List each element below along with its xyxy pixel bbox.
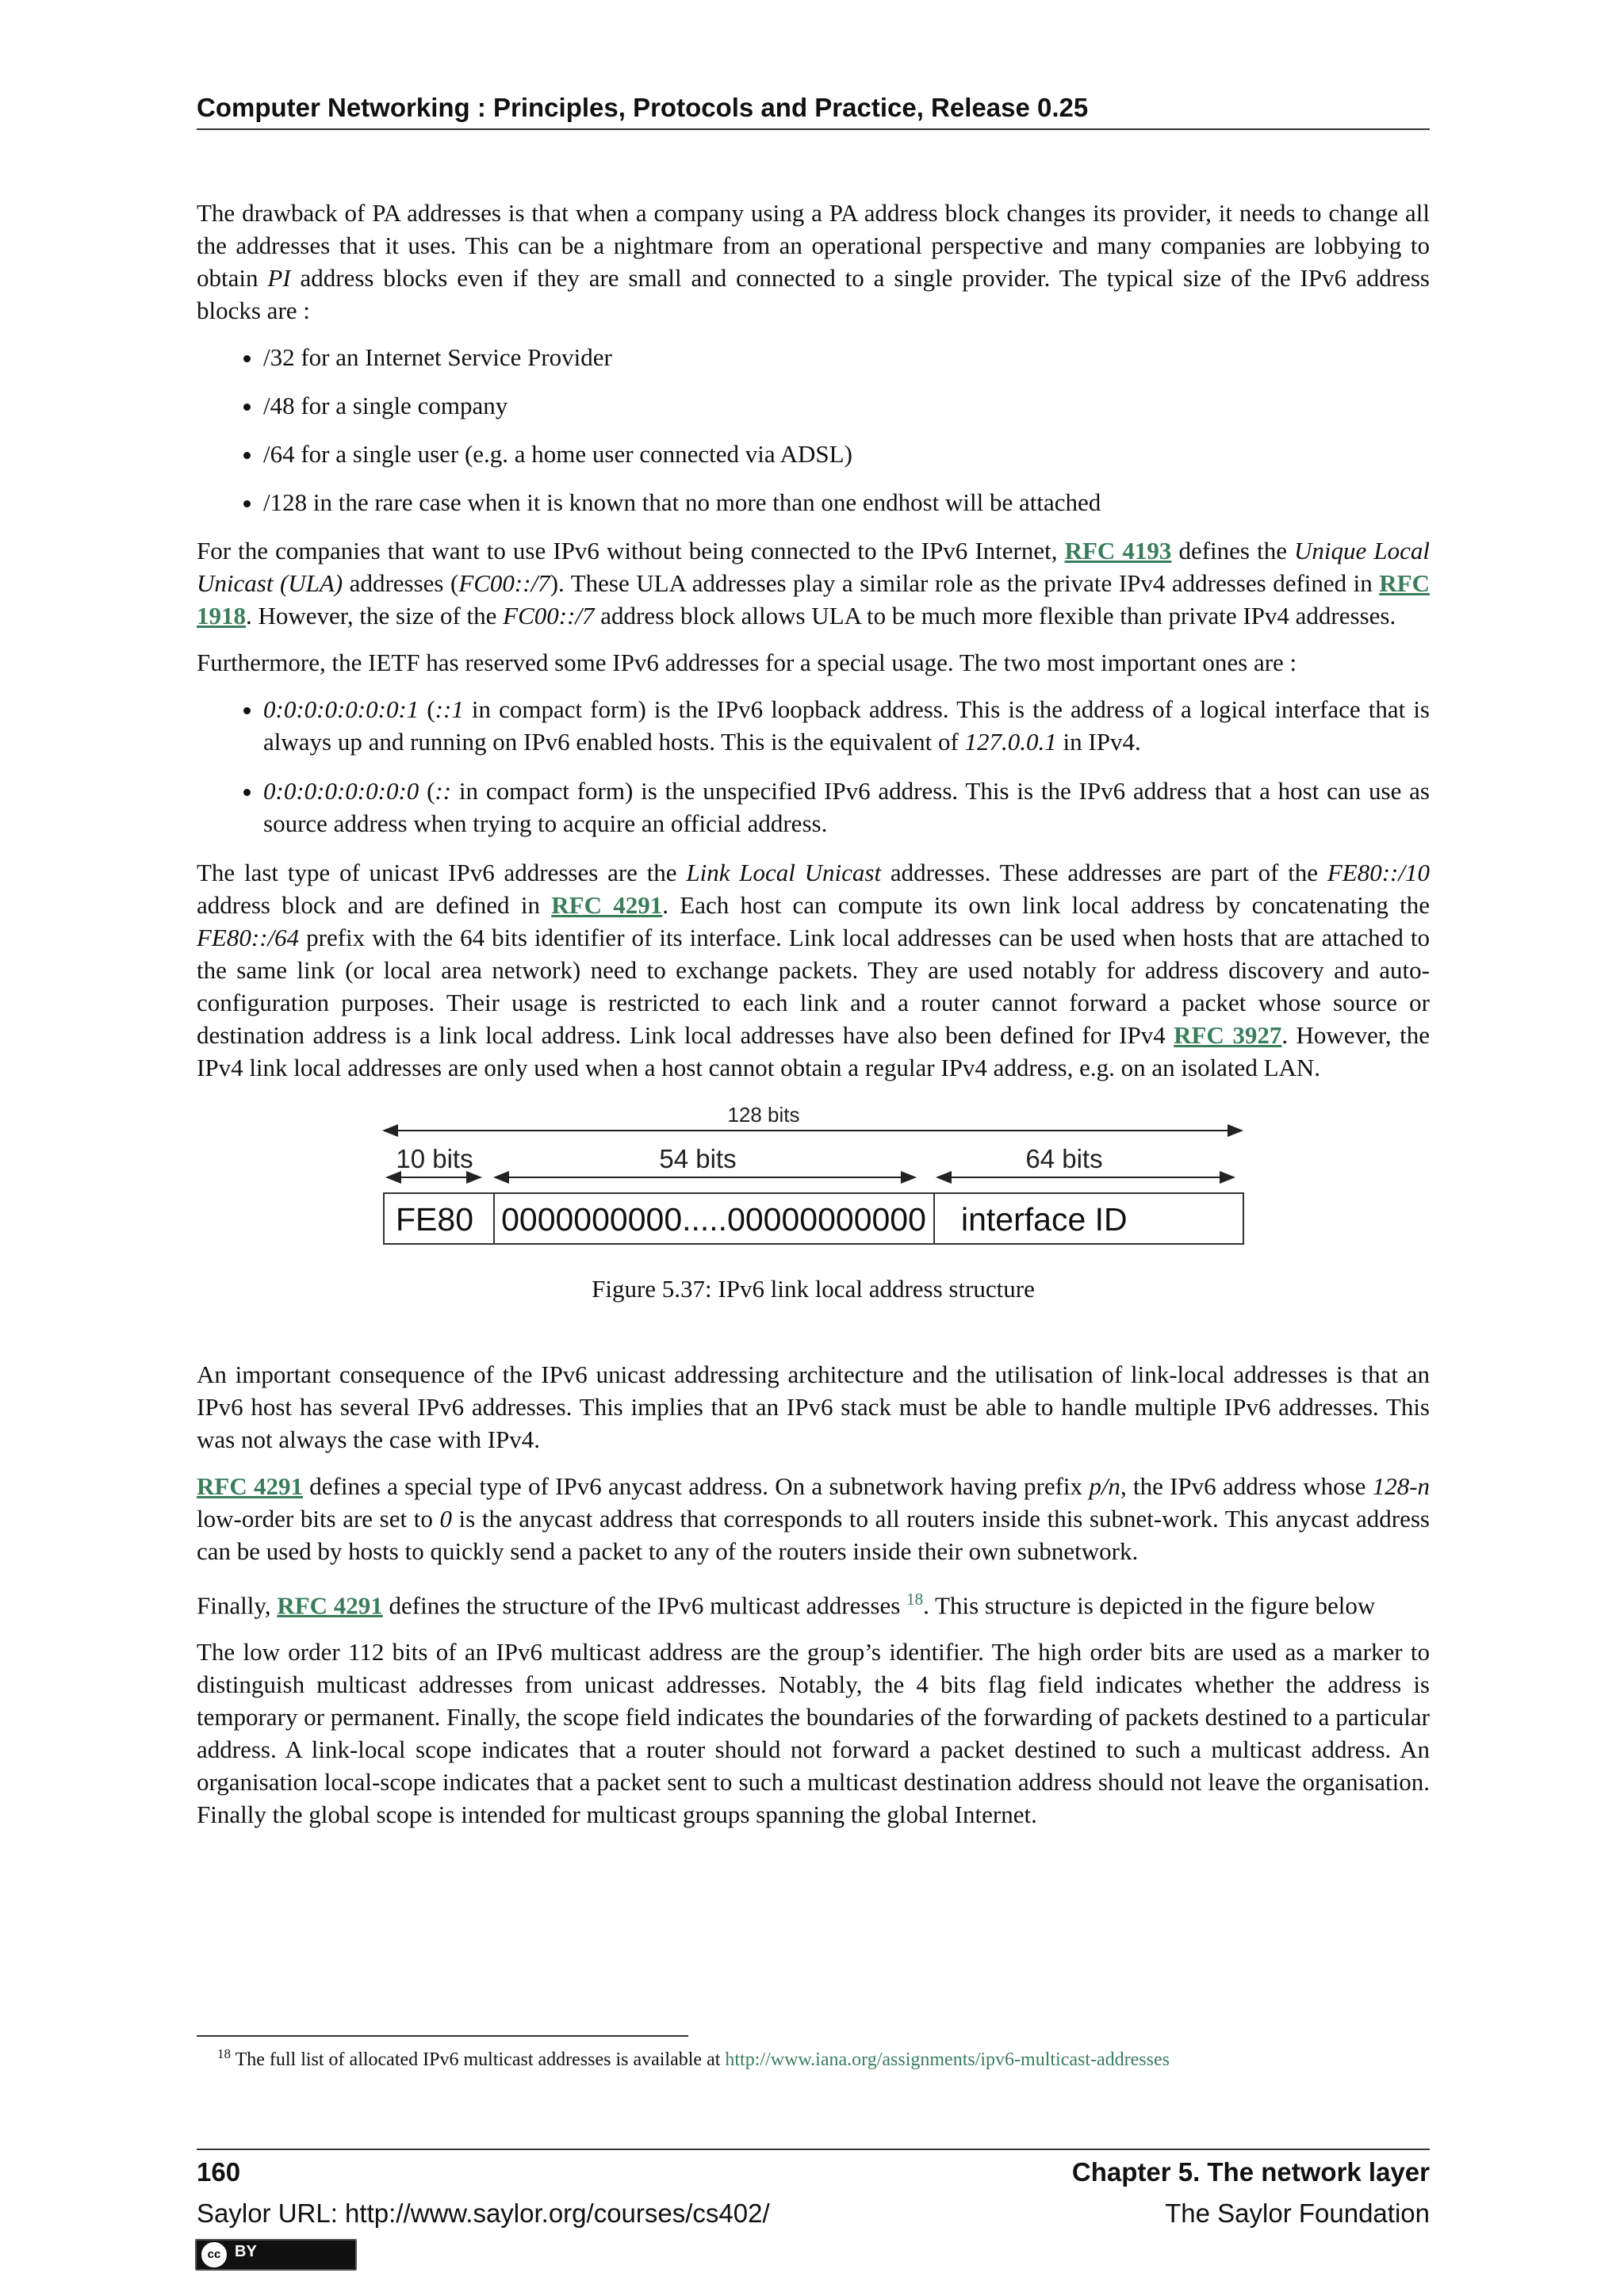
emphasis-prefix: FC00::/7 bbox=[458, 569, 550, 597]
cc-by-license-badge bbox=[195, 2239, 357, 2271]
paragraph-multicast-details: The low order 112 bits of an IPv6 multicast address are the group’s identifier. The high order bits are used as a marker to distinguish multicast addresses from unicast addresses. Notably, the 4 bits flag field indicates whether the address is temporary or permanent. Finally, the scope field indicates the boundaries of the forwarding of packets destined to a particular address. A link-local scope indicates that a router should not forward a packet destined to such a multicast address. An organisation local-scope indicates that a packet sent to such a multicast destination address should not leave the organisation. Finally the global scope is intended for multicast groups spanning the global Internet. bbox=[197, 1638, 1430, 1829]
footnote bbox=[217, 2041, 1431, 2073]
footnote-text: The full list of allocated IPv6 multicast addresses is available at bbox=[231, 2049, 726, 2070]
list-item-unspecified bbox=[263, 775, 1430, 840]
rfc-4291-link[interactable]: RFC 4291 bbox=[197, 1472, 303, 1500]
figure-caption: Figure 5.37: IPv6 link local address structure bbox=[592, 1275, 1035, 1303]
field1-value: FE80 bbox=[396, 1201, 473, 1238]
license-by-label: BY bbox=[235, 2243, 257, 2260]
figure-link-local-structure bbox=[197, 1098, 1430, 1336]
text-run: in compact form) is the IPv6 loopback address. This is the address of a logical interface that is always up and running on IPv6 enabled hosts. This is the equivalent of bbox=[263, 695, 1430, 756]
list-item: • /48 for a single company bbox=[263, 389, 1430, 422]
list-item-loopback bbox=[263, 693, 1430, 758]
list-item: • /128 in the rare case when it is known that no more than one endhost will be attached bbox=[263, 486, 1430, 519]
text-run: defines the structure of the IPv6 multicast addresses bbox=[382, 1591, 907, 1620]
emphasis-prefix: FC00::/7 bbox=[503, 602, 595, 629]
page-number: 160 bbox=[197, 2157, 241, 2187]
text-run: prefix with the 64 bits identifier of its interface. Link local addresses can be used when hosts that are attached to the same link (or local area network) need to exchange packets. They are used notably for address discovery and auto-configuration purposes. Their usage is restricted to each link and a router cannot forward a packet whose source or destination address is a link local address. Link local addresses have also been defined for IPv4 bbox=[197, 924, 1430, 1049]
emphasis-term: p/n bbox=[1089, 1472, 1120, 1500]
text-run: address blocks even if they are small and connected to a single provider. The typical size of the IPv6 address blocks are : bbox=[197, 264, 1430, 324]
list-item: • /32 for an Internet Service Provider bbox=[263, 341, 1430, 373]
saylor-url: Saylor URL: http://www.saylor.org/courses/cs402/ bbox=[197, 2198, 770, 2228]
text-run: The drawback of PA addresses is that when a company using a PA address block changes its provider, it needs to change all the addresses that it uses. This can be a nightmare from an operational perspective and many companies are lobbying to obtain bbox=[197, 199, 1430, 292]
emphasis-ula: Unique Local Unicast (ULA) bbox=[197, 537, 1431, 597]
rfc-4291-link[interactable]: RFC 4291 bbox=[277, 1591, 383, 1620]
emphasis-term: 0 bbox=[439, 1505, 452, 1533]
text-run: ( bbox=[419, 777, 435, 805]
text-run: addresses. These addresses are part of the bbox=[881, 859, 1327, 886]
paragraph-ula bbox=[197, 534, 1430, 632]
text-run: Finally, bbox=[197, 1591, 278, 1620]
emphasis-pi: PI bbox=[267, 264, 291, 292]
publisher: The Saylor Foundation bbox=[1165, 2198, 1430, 2228]
rfc-4291-link[interactable]: RFC 4291 bbox=[551, 891, 663, 919]
footnote-url-link[interactable]: http://www.iana.org/assignments/ipv6-multicast-addresses bbox=[725, 2049, 1170, 2070]
emphasis-address: ::1 bbox=[435, 695, 464, 723]
footnote-rule bbox=[197, 2035, 688, 2037]
total-bits-label: 128 bits bbox=[727, 1103, 800, 1127]
text-run: . Each host can compute its own link local address by concatenating the bbox=[662, 891, 1430, 919]
rfc-3927-link[interactable]: RFC 3927 bbox=[1174, 1021, 1282, 1049]
text-run: is the anycast address that corresponds to all routers inside this subnet-work. This anycast address can be used by hosts to quickly send a packet to any of the routers inside their own subnetwork. bbox=[197, 1505, 1430, 1565]
text-run: . However, the IPv4 link local addresses are only used when a host cannot obtain a regular IPv4 address, e.g. on an isolated LAN. bbox=[197, 1021, 1430, 1081]
paragraph-anycast bbox=[197, 1470, 1430, 1567]
field2-bits-label: 54 bits bbox=[659, 1144, 737, 1173]
list-item: • /64 for a single user (e.g. a home user connected via ADSL) bbox=[263, 438, 1430, 470]
rfc-4193-link[interactable]: RFC 4193 bbox=[1064, 537, 1172, 564]
address-structure-diagram bbox=[197, 1098, 1430, 1265]
emphasis-address: 0:0:0:0:0:0:0:0 bbox=[263, 777, 419, 805]
text-run: . However, the size of the bbox=[246, 602, 504, 629]
footnote-number: 18 bbox=[217, 2046, 231, 2061]
special-address-list bbox=[197, 693, 1430, 840]
text-run: in compact form) is the unspecified IPv6 address. This is the IPv6 address that a host can use as source address when trying to acquire an official address. bbox=[263, 777, 1430, 837]
text-run: in IPv4. bbox=[1056, 728, 1141, 756]
text-run: defines the bbox=[1171, 537, 1295, 564]
text-run: . This structure is depicted in the figure below bbox=[923, 1591, 1376, 1620]
paragraph-link-local bbox=[197, 856, 1430, 1084]
field2-value: 0000000000.....00000000000 bbox=[501, 1201, 926, 1238]
emphasis-prefix: FE80::/10 bbox=[1327, 859, 1430, 886]
text-run: For the companies that want to use IPv6 without being connected to the IPv6 Internet, bbox=[197, 537, 1065, 564]
text-run: ( bbox=[419, 695, 435, 723]
footnote-ref[interactable]: 18 bbox=[906, 1590, 924, 1609]
paragraph-multicast-structure bbox=[197, 1582, 1430, 1621]
field3-bits-label: 64 bits bbox=[1025, 1144, 1103, 1173]
footer-rule bbox=[197, 2149, 1430, 2150]
page-footer bbox=[197, 2152, 1430, 2234]
paragraph-special-usage: Furthermore, the IETF has reserved some IPv6 addresses for a special usage. The two most important ones are : bbox=[197, 649, 1297, 676]
field1-bits-label: 10 bits bbox=[396, 1144, 473, 1173]
field3-value: interface ID bbox=[961, 1201, 1128, 1238]
address-block-size-list bbox=[197, 341, 1430, 519]
text-run: , the IPv6 address whose bbox=[1120, 1472, 1373, 1500]
emphasis-address: 127.0.0.1 bbox=[964, 728, 1057, 756]
text-run: low-order bits are set to bbox=[197, 1505, 440, 1533]
text-run: address block allows ULA to be much more flexible than private IPv4 addresses. bbox=[594, 602, 1396, 629]
emphasis-address: :: bbox=[435, 777, 452, 805]
running-header: Computer Networking : Principles, Protocols and Practice, Release 0.25 bbox=[197, 89, 1430, 130]
text-run: address block and are defined in bbox=[197, 891, 552, 919]
emphasis-term: 128-n bbox=[1372, 1472, 1431, 1500]
emphasis-prefix: FE80::/64 bbox=[197, 924, 300, 951]
main-text bbox=[197, 197, 1430, 1845]
creative-commons-icon: cc bbox=[201, 2242, 227, 2267]
emphasis-address: 0:0:0:0:0:0:0:1 bbox=[263, 695, 419, 723]
text-run: The last type of unicast IPv6 addresses are the bbox=[197, 859, 687, 886]
rfc-1918-link[interactable]: RFC 1918 bbox=[197, 569, 1430, 629]
text-run: defines a special type of IPv6 anycast address. On a subnetwork having prefix bbox=[303, 1472, 1090, 1500]
paragraph-pa-drawback bbox=[197, 197, 1430, 327]
emphasis-term: Link Local Unicast bbox=[686, 859, 882, 886]
text-run: ). These ULA addresses play a similar role as the private IPv4 addresses defined in bbox=[550, 569, 1380, 597]
text-run: addresses ( bbox=[343, 569, 459, 597]
paragraph-consequence: An important consequence of the IPv6 unicast addressing architecture and the utilisation of link-local addresses is that an IPv6 host has several IPv6 addresses. This implies that an IPv6 stack must be able to handle multiple IPv6 addresses. This was not always the case with IPv4. bbox=[197, 1360, 1430, 1453]
chapter-title: Chapter 5. The network layer bbox=[1071, 2157, 1430, 2187]
